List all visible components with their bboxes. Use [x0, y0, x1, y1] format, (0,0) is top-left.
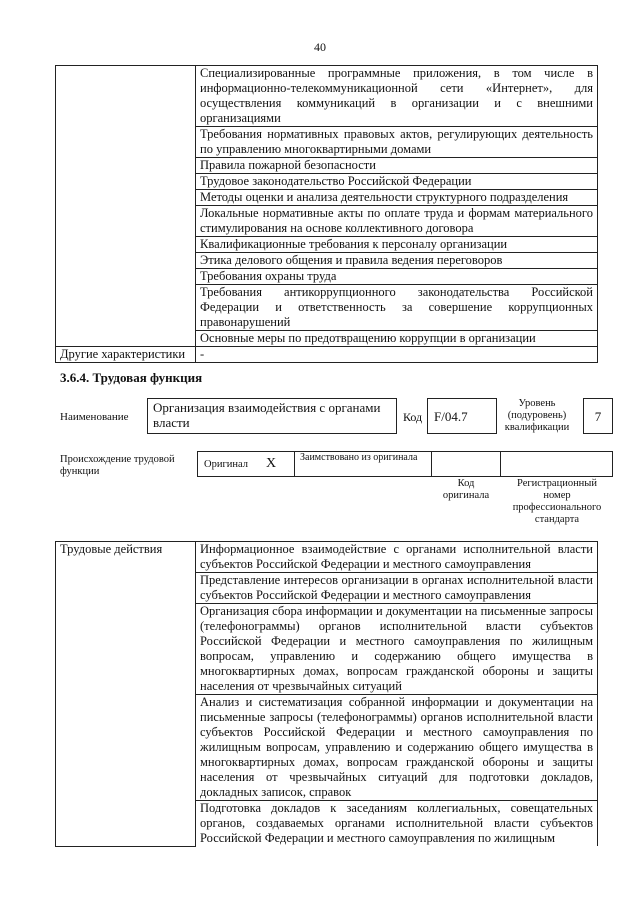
labor-action-row: Информационное взаимодействие с органами исполнительной власти субъектов Российской Федерации и местного самоуправления: [196, 542, 598, 573]
knowledge-row: Требования антикоррупционного законодательства Российской Федерации и ответственность за совершение коррупционных правонарушений: [196, 285, 598, 331]
knowledge-table: [55, 65, 598, 363]
level-label: Уровень (подуровень) квалификации: [504, 398, 570, 433]
original-label: Оригинал: [204, 459, 248, 470]
knowledge-row: Требования нормативных правовых актов, регулирующих деятельность по управлению многоквартирными домами: [196, 127, 598, 158]
knowledge-row: Этика делового общения и правила ведения переговоров: [196, 253, 598, 269]
registration-number-box: [500, 451, 613, 477]
knowledge-row: Локальные нормативные акты по оплате труда и формам материального стимулирования на основе коллективного договора: [196, 206, 598, 237]
labor-actions-table: [55, 541, 598, 847]
knowledge-row: Правила пожарной безопасности: [196, 158, 598, 174]
code-label: Код: [403, 410, 423, 424]
knowledge-row: Трудовое законодательство Российской Федерации: [196, 174, 598, 190]
level-value-box: 7: [583, 398, 613, 434]
original-mark: X: [266, 456, 277, 471]
borrowed-box: [294, 451, 432, 477]
knowledge-row: Методы оценки и анализа деятельности структурного подразделения: [196, 190, 598, 206]
origin-label: Происхождение трудовой функции: [60, 454, 175, 477]
knowledge-row: Квалификационные требования к персоналу организации: [196, 237, 598, 253]
labor-action-row: Организация сбора информации и документации на письменные запросы (телефонограммы) органов исполнительной власти субъектов Российской Федерации и местного самоуправления по жилищным вопросам, управлению и содержанию общего имущества в многоквартирных домах, вопросам гражданской обороны и защиты населения от чрезвычайных ситуаций: [196, 604, 598, 695]
section-heading: 3.6.4. Трудовая функция: [60, 370, 203, 385]
code-caption: Код оригинала: [442, 478, 490, 501]
knowledge-row: Требования охраны труда: [196, 269, 598, 285]
origin-code-box: [431, 451, 501, 477]
labor-action-row: Представление интересов организации в органах исполнительной власти субъектов Российской Федерации и местного самоуправления: [196, 573, 598, 604]
labor-action-row: Подготовка докладов к заседаниям коллегиальных, совещательных органов, создаваемых органами исполнительной власти субъектов Российской Федерации и местного самоуправления по жилищным: [196, 801, 598, 847]
other-characteristics-label: Другие характеристики: [56, 347, 196, 363]
borrowed-label: Заимствовано из оригинала: [300, 452, 418, 463]
knowledge-row: Специализированные программные приложения, в том числе в информационно-телекоммуникационной сети «Интернет», для осуществления коммуникаций в организации и с внешними организациями: [196, 66, 598, 127]
page-number: 40: [314, 40, 326, 54]
registration-caption: Регистрационный номер профессионального стандарта: [512, 478, 602, 525]
knowledge-label-cell: [56, 66, 196, 347]
other-characteristics-value: -: [196, 347, 598, 363]
function-name-box: Организация взаимодействия с органами власти: [147, 398, 397, 434]
name-label: Наименование: [60, 411, 129, 423]
original-box: [197, 451, 295, 477]
knowledge-row: Основные меры по предотвращению коррупции в организации: [196, 331, 598, 347]
labor-actions-label: Трудовые действия: [56, 542, 196, 847]
function-code-box: F/04.7: [427, 398, 497, 434]
labor-action-row: Анализ и систематизация собранной информации и документации на письменные запросы (телефонограммы) органов исполнительной власти субъектов Российской Федерации и местного самоуправления по жилищным вопросам, управлению и содержанию общего имущества в многоквартирных домах, вопросам гражданской обороны и защиты населения от чрезвычайных ситуаций для подготовки докладов, докладных записок, справок: [196, 695, 598, 801]
